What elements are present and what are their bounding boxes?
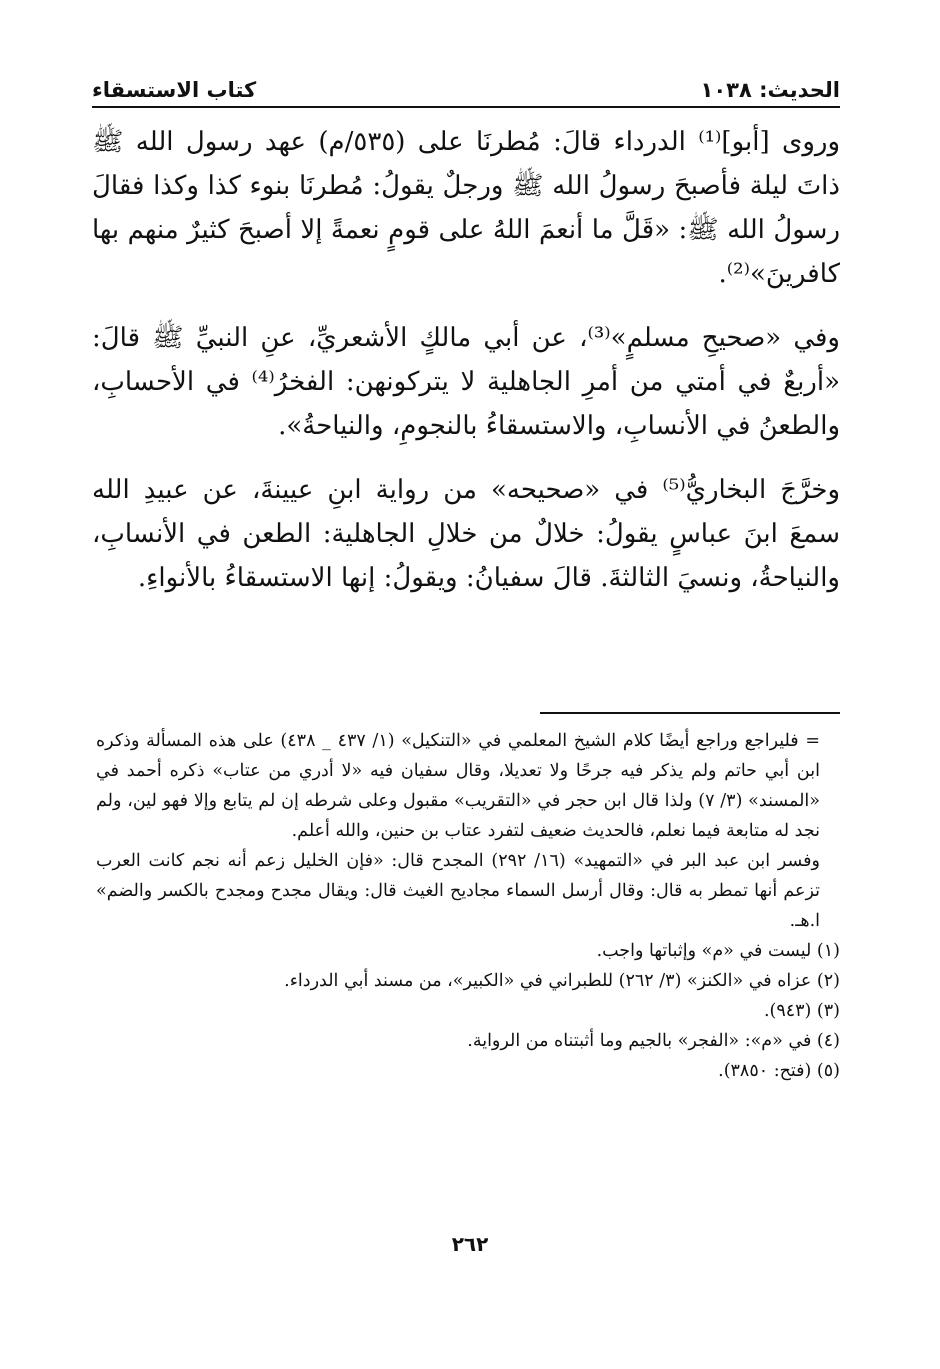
hadith-number-label: الحديث: ١٠٣٨ — [700, 78, 840, 102]
footnote-separator — [540, 712, 840, 714]
footnote-continuation: وفسر ابن عبد البر في «التمهيد» (١٦/ ٢٩٢) المجدح قال: «فإن الخليل زعم أنه نجم كانت العرب تزعم أنها تمطر به قال: وقال أرسل السماء مجاديح الغيث قال: ويقال مجدح ومجدح بالكسر والضم» ا.هـ. — [96, 851, 820, 931]
footnote-item: (٢) عزاه في «الكنز» (٣/ ٢٦٢) للطبراني في «الكبير»، من مسند أبي الدرداء. — [284, 971, 840, 991]
footnote-item: (٣) (٩٤٣). — [763, 1001, 840, 1021]
running-header — [92, 68, 840, 108]
footnote-item: (٥) (فتح: ٣٨٥٠). — [718, 1061, 840, 1081]
paragraph: وفي «صحيحِ مسلمٍ»⁽³⁾، عن أبي مالكٍ الأشعريِّ، عنِ النبيِّ ﷺ قالَ: «أربعٌ في أمتي من أمرِ الجاهلية لا يتركونهن: الفخرُ⁽⁴⁾ في الأحسابِ، والطعنُ في الأنسابِ، والاستسقاءُ بالنجومِ، والنياحةُ». — [92, 323, 840, 441]
paragraph: وروى [أبو]⁽¹⁾ الدرداء قالَ: مُطرنَا على (٥٣٥/م) عهد رسول الله ﷺ ذاتَ ليلة فأصبحَ رسولُ الله ﷺ ورجلٌ يقولُ: مُطرنَا بنوء كذا وكذا فقالَ رسولُ الله ﷺ: «قَلَّ ما أنعمَ اللهُ على قومٍ نعمةً إلا أصبحَ كثيرٌ منهم بها كافرينَ»⁽²⁾. — [92, 127, 840, 289]
main-text — [92, 120, 840, 620]
footnotes — [96, 726, 840, 1086]
footnote-continuation: = فليراجع وراجع أيضًا كلام الشيخ المعلمي في «التنكيل» (١/ ٤٣٧ _ ٤٣٨) على هذه المسألة وذكره ابن أبي حاتم ولم يذكر فيه جرحًا ولا تعديلا، وقال سفيان فيه «لا أدري من عتاب» ذكره أحمد في «المسند» (٣/ ٧) ولذا قال ابن حجر في «التقريب» مقبول وعلى شرطه إن لم يتابع وإلا فهو لين، ولم نجد له متابعة فيما نعلم، فالحديث ضعيف لتفرد عتاب بن حنين، والله أعلم. — [96, 731, 820, 841]
page-number: ٢٦٢ — [451, 1232, 489, 1256]
book-title: كتاب الاستسقاء — [92, 78, 257, 102]
footnote-item: (١) ليست في «م» وإثباتها واجب. — [596, 941, 840, 961]
footnote-item: (٤) في «م»: «الفجر» بالجيم وما أثبتناه من الرواية. — [467, 1031, 840, 1051]
paragraph: وخرَّجَ البخاريُّ⁽⁵⁾ في «صحيحه» من رواية ابنِ عيينةَ، عن عبيدِ الله سمعَ ابنَ عباسٍ يقولُ: خلالٌ من خلالِ الجاهلية: الطعن في الأنسابِ، والنياحةُ، ونسيَ الثالثةَ. قالَ سفيانُ: ويقولُ: إنها الاستسقاءُ بالأنواءِ. — [92, 475, 841, 593]
